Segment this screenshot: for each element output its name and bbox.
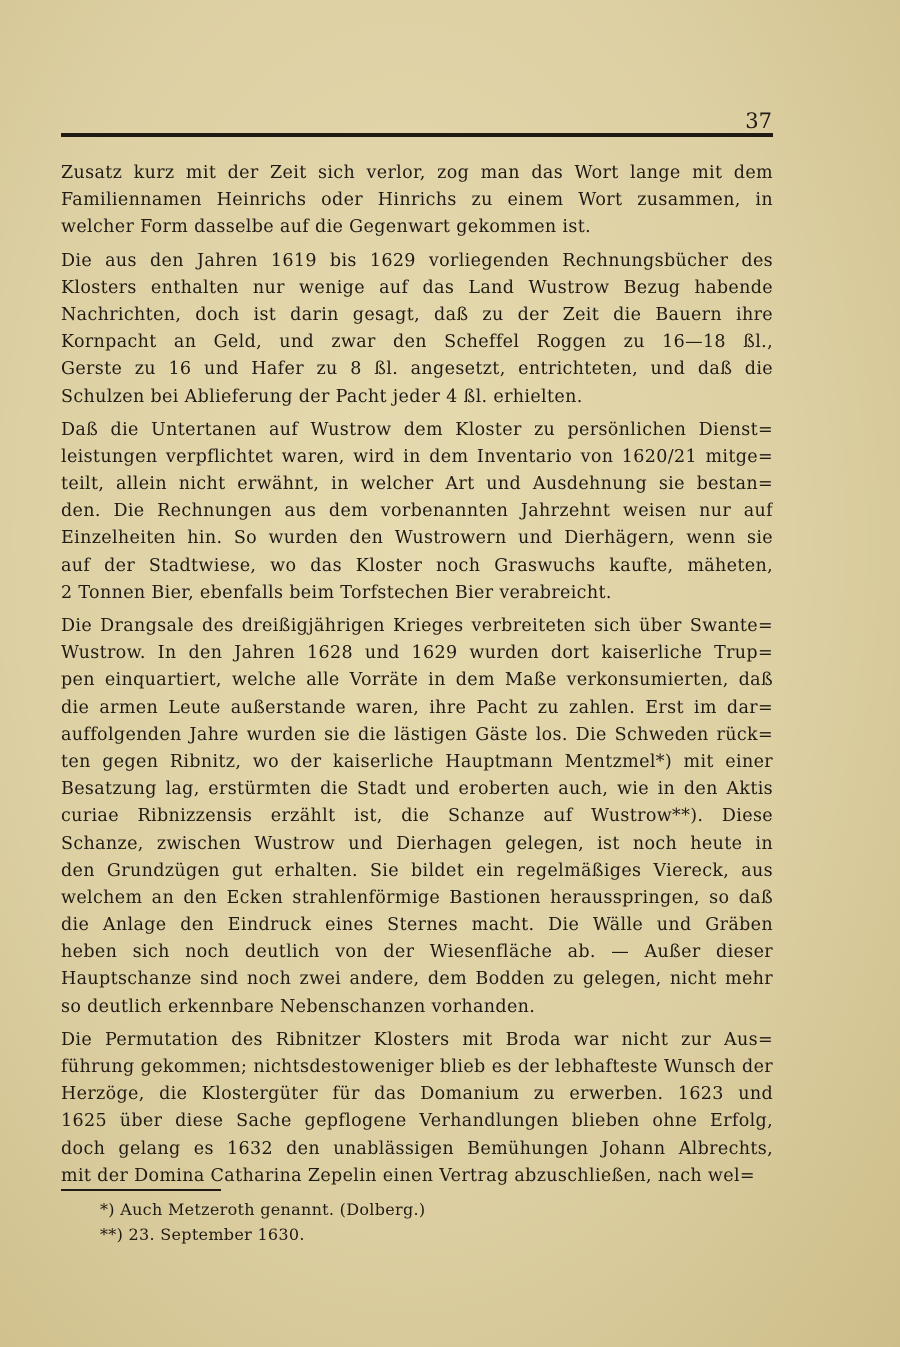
text-line: welchem an den Ecken strahlenförmige Bastionen herausspringen, so daß <box>61 887 773 908</box>
text-line: ten gegen Ribnitz, wo der kaiserliche Hauptmann Mentzmel*) mit einer <box>61 751 773 772</box>
text-line: auf der Stadtwiese, wo das Kloster noch Graswuchs kaufte, mäheten, <box>61 555 773 576</box>
text-line: Familiennamen Heinrichs oder Hinrichs zu einem Wort zusammen, in <box>61 190 773 211</box>
header-rule <box>61 133 773 137</box>
text-line: pen einquartiert, welche alle Vorräte in dem Maße verkonsumierten, daß <box>61 670 773 691</box>
text-line: 1625 über diese Sache gepflogene Verhandlungen blieben ohne Erfolg, <box>61 1111 773 1132</box>
text-line: welcher Form dasselbe auf die Gegenwart gekommen ist. <box>61 217 592 238</box>
text-line: auffolgenden Jahre wurden sie die lästigen Gäste los. Die Schweden rück= <box>61 724 773 745</box>
text-line: Besatzung lag, erstürmten die Stadt und eroberten auch, wie in den Aktis <box>61 779 773 800</box>
text-line: doch gelang es 1632 den unablässigen Bemühungen Johann Albrechts, <box>61 1138 773 1159</box>
footnotes <box>100 1197 700 1247</box>
text-line: Klosters enthalten nur wenige auf das Land Wustrow Bezug habende <box>61 277 773 298</box>
text-line: Die aus den Jahren 1619 bis 1629 vorliegenden Rechnungsbücher des <box>61 250 773 271</box>
text-line: die Anlage den Eindruck eines Sternes macht. Die Wälle und Gräben <box>61 915 773 936</box>
text-line: mit der Domina Catharina Zepelin einen Vertrag abzuschließen, nach wel= <box>61 1165 755 1186</box>
footnote: **) 23. September 1630. <box>100 1225 305 1244</box>
text-line: Die Drangsale des dreißigjährigen Krieges verbreiteten sich über Swante= <box>61 616 773 636</box>
text-line: den. Die Rechnungen aus dem vorbenannten Jahrzehnt weisen nur auf <box>61 501 773 522</box>
footnote-rule <box>61 1189 221 1191</box>
text-line: Gerste zu 16 und Hafer zu 8 ßl. angesetzt, entrichteten, und daß die <box>61 359 773 380</box>
text-line: Einzelheiten hin. So wurden den Wustrowern und Dierhägern, wenn sie <box>61 528 773 549</box>
text-line: Die Permutation des Ribnitzer Klosters mit Broda war nicht zur Aus= <box>61 1029 773 1050</box>
text-line: Daß die Untertanen auf Wustrow dem Kloster zu persönlichen Dienst= <box>61 419 773 440</box>
text-line: 2 Tonnen Bier, ebenfalls beim Torfstechen Bier verabreicht. <box>61 582 612 603</box>
text-line: Wustrow. In den Jahren 1628 und 1629 wurden dort kaiserliche Trup= <box>61 643 773 664</box>
text-line: Schanze, zwischen Wustrow und Dierhagen gelegen, ist noch heute in <box>61 833 773 854</box>
text-line: den Grundzügen gut erhalten. Sie bildet ein regelmäßiges Viereck, aus <box>61 860 773 881</box>
text-line: Kornpacht an Geld, und zwar den Scheffel Roggen zu 16—18 ßl., <box>61 332 773 353</box>
paragraph <box>61 613 773 1021</box>
text-line: so deutlich erkennbare Nebenschanzen vorhanden. <box>61 996 536 1017</box>
text-line: Herzöge, die Klostergüter für das Domanium zu erwerben. 1623 und <box>61 1084 773 1105</box>
text-line: führung gekommen; nichtsdestoweniger blieb es der lebhafteste Wunsch der <box>61 1057 773 1077</box>
footnote: *) Auch Metzeroth genannt. (Dolberg.) <box>100 1200 426 1219</box>
text-line: leistungen verpflichtet waren, wird in dem Inventario von 1620/21 mitge= <box>61 446 773 467</box>
text-line: die armen Leute außerstande waren, ihre Pacht zu zahlen. Erst im dar= <box>61 697 773 718</box>
paragraph <box>61 248 773 411</box>
text-line: Hauptschanze sind noch zwei andere, dem Bodden zu gelegen, nicht mehr <box>61 969 773 990</box>
text-line: heben sich noch deutlich von der Wiesenfläche ab. — Außer dieser <box>61 942 773 963</box>
paragraph <box>61 1027 773 1190</box>
body-text <box>61 160 773 1196</box>
text-line: curiae Ribnizzensis erzählt ist, die Schanze auf Wustrow**). Diese <box>61 806 773 827</box>
paragraph <box>61 417 773 607</box>
text-line: Schulzen bei Ablieferung der Pacht jeder 4 ßl. erhielten. <box>61 386 583 407</box>
text-line: Zusatz kurz mit der Zeit sich verlor, zog man das Wort lange mit dem <box>61 163 773 183</box>
text-line: Nachrichten, doch ist darin gesagt, daß zu der Zeit die Bauern ihre <box>61 304 773 325</box>
paragraph <box>61 160 773 242</box>
text-line: teilt, allein nicht erwähnt, in welcher Art und Ausdehnung sie bestan= <box>61 474 773 495</box>
page-number: 37 <box>745 109 772 133</box>
